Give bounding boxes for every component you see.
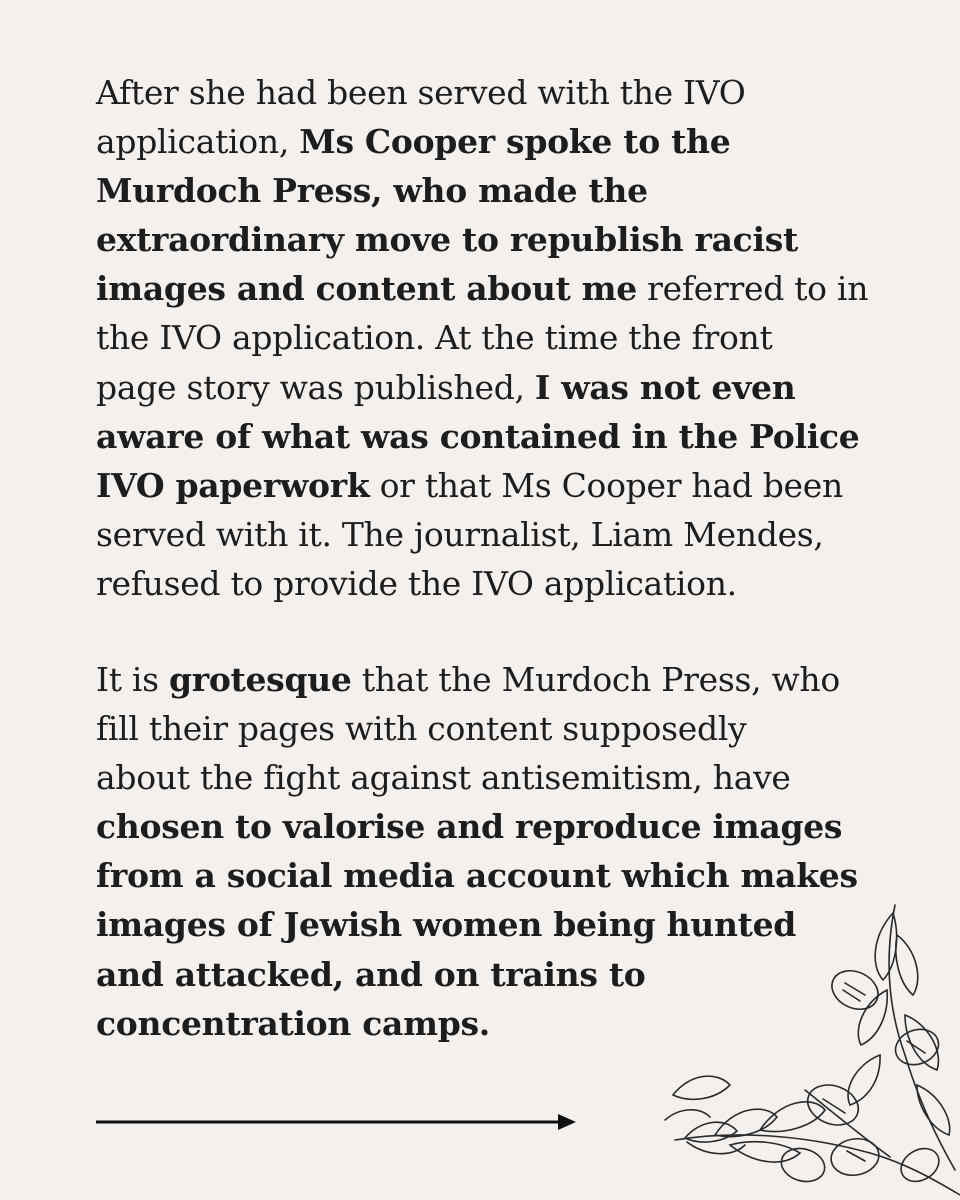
text-segment: or that Ms Cooper had been	[369, 465, 843, 505]
bold-text-segment: images of Jewish women being hunted	[96, 905, 797, 945]
text-line	[96, 559, 866, 608]
text-line	[96, 655, 866, 704]
text-segment: about the fight against antisemitism, have	[96, 758, 791, 798]
text-segment: application,	[96, 122, 300, 162]
olive-branch-icon	[655, 895, 960, 1200]
text-line	[96, 510, 866, 559]
bold-text-segment: grotesque	[168, 660, 352, 699]
text-line	[96, 412, 866, 461]
text-segment: the IVO application. At the time the front	[96, 318, 773, 358]
text-segment: served with it. The journalist, Liam Mendes,	[96, 514, 824, 554]
text-segment: After she had been served with the IVO	[96, 73, 746, 112]
text-segment: It is	[96, 660, 169, 699]
text-line	[96, 802, 866, 851]
bold-text-segment: I was not even	[534, 367, 796, 407]
text-segment: page story was published,	[96, 367, 535, 407]
bold-text-segment: concentration camps.	[96, 1003, 490, 1043]
bold-text-segment: chosen to valorise and reproduce images	[96, 807, 843, 847]
text-segment: fill their pages with content supposedly	[96, 709, 747, 749]
text-segment: referred to in	[636, 269, 869, 309]
text-line	[96, 215, 866, 264]
text-line	[96, 461, 866, 510]
text-line	[96, 704, 866, 753]
text-line	[96, 753, 866, 802]
text-segment: refused to provide the IVO application.	[96, 563, 737, 603]
bold-text-segment: and attacked, and on trains to	[96, 954, 646, 994]
bold-text-segment: extraordinary move to republish racist	[96, 220, 798, 260]
bold-text-segment: aware of what was contained in the Police	[96, 416, 860, 456]
text-line	[96, 68, 866, 117]
right-arrow-icon[interactable]	[96, 1108, 578, 1136]
text-segment: that the Murdoch Press, who	[351, 660, 840, 699]
text-line	[96, 117, 866, 166]
text-line	[96, 363, 866, 412]
bold-text-segment: Ms Cooper spoke to the	[299, 122, 731, 162]
bold-text-segment: IVO paperwork	[96, 465, 370, 505]
text-line	[96, 313, 866, 362]
text-line	[96, 264, 869, 313]
bold-text-segment: images and content about me	[96, 269, 637, 309]
text-line	[96, 851, 866, 900]
bold-text-segment: from a social media account which makes	[96, 856, 858, 896]
text-line	[96, 166, 866, 215]
paragraph-1	[96, 68, 869, 608]
bold-text-segment: Murdoch Press, who made the	[96, 171, 648, 211]
